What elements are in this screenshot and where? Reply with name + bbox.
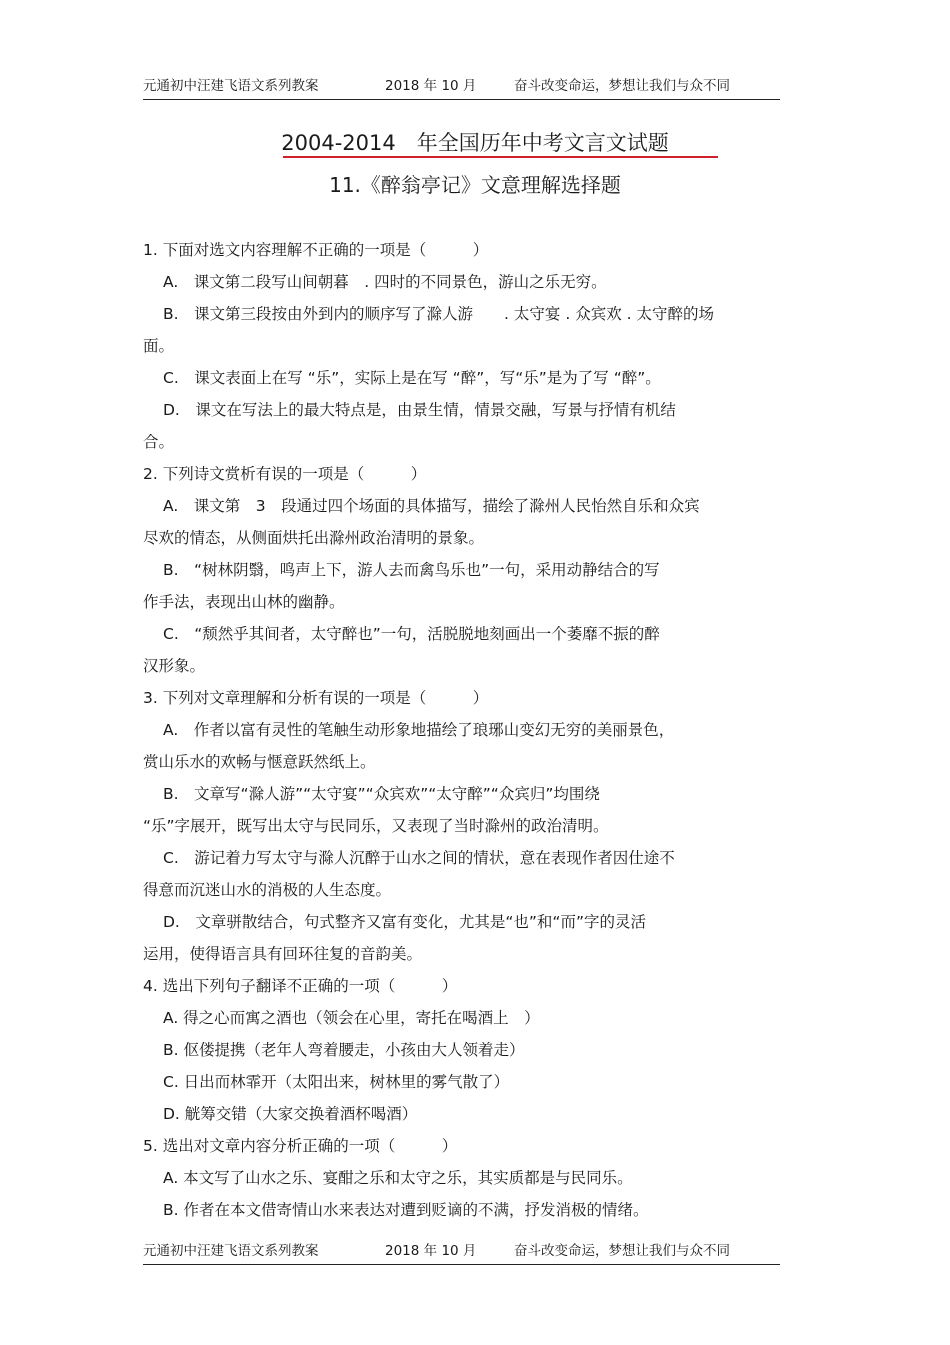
question-3-option-b-cont: “乐”字展开，既写出太守与民同乐，又表现了当时滁州的政治清明。	[143, 817, 609, 835]
question-3-option-c-cont: 得意而沉迷山水的消极的人生态度。	[143, 881, 392, 899]
page-header	[143, 76, 780, 100]
question-3-option-b: B. 文章写“滁人游”“太守宴”“众宾欢”“太守醉”“众宾归”均围绕	[163, 785, 600, 803]
question-2-option-a-cont: 尽欢的情态，从侧面烘托出滁州政治清明的景象。	[143, 529, 485, 547]
question-2-option-c: C. “颓然乎其间者，太守醉也”一句，活脱脱地刻画出一个萎靡不振的醉	[163, 625, 660, 643]
page-footer	[143, 1241, 780, 1265]
header-right-text: 奋斗改变命运，梦想让我们与众不同	[514, 78, 730, 94]
document-subtitle: 11.《醉翁亭记》文意理解选择题	[329, 173, 621, 197]
question-2-option-a: A. 课文第 3 段通过四个场面的具体描写，描绘了滁州人民怡然自乐和众宾	[163, 497, 700, 515]
question-3-option-a: A. 作者以富有灵性的笔触生动形象地描绘了琅琊山变幻无穷的美丽景色，	[163, 721, 675, 739]
question-1-option-c: C. 课文表面上在写 “乐”，实际上是在写 “醉”，写“乐”是为了写 “醉”。	[163, 369, 661, 387]
question-2-stem: 2. 下列诗文赏析有误的一项是（ ）	[143, 465, 427, 483]
question-5-option-b: B. 作者在本文借寄情山水来表达对遭到贬谪的不满，抒发消极的情绪。	[163, 1201, 649, 1219]
header-date: 2018 年 10 月	[385, 78, 477, 94]
question-3-option-d-cont: 运用，使得语言具有回环往复的音韵美。	[143, 945, 423, 963]
footer-rule	[143, 1264, 780, 1265]
header-rule	[143, 99, 780, 100]
footer-left-text: 元通初中汪建飞语文系列教案	[143, 1243, 319, 1259]
question-1-stem: 1. 下面对选文内容理解不正确的一项是（ ）	[143, 241, 489, 259]
question-2-option-b-cont: 作手法，表现出山林的幽静。	[143, 593, 345, 611]
question-3-stem: 3. 下列对文章理解和分析有误的一项是（ ）	[143, 689, 489, 707]
question-1-option-a: A. 课文第二段写山间朝暮 . 四时的不同景色，游山之乐无穷。	[163, 273, 607, 291]
question-1-option-d-cont: 合。	[143, 433, 175, 451]
question-5-option-a: A. 本文写了山水之乐、宴酣之乐和太守之乐，其实质都是与民同乐。	[163, 1169, 633, 1187]
question-3-option-a-cont: 赏山乐水的欢畅与惬意跃然纸上。	[143, 753, 376, 771]
question-2-option-b: B. “树林阴翳，鸣声上下，游人去而禽鸟乐也”一句，采用动静结合的写	[163, 561, 660, 579]
document-title: 2004-2014 年全国历年中考文言文试题	[281, 131, 669, 155]
question-5-stem: 5. 选出对文章内容分析正确的一项（ ）	[143, 1137, 458, 1155]
footer-right-text: 奋斗改变命运，梦想让我们与众不同	[514, 1243, 730, 1259]
header-left-text: 元通初中汪建飞语文系列教案	[143, 78, 319, 94]
question-4-option-d: D. 觥筹交错（大家交换着酒杯喝酒）	[163, 1105, 418, 1123]
question-1-option-b: B. 课文第三段按由外到内的顺序写了滁人游 . 太守宴 . 众宾欢 . 太守醉的场	[163, 305, 714, 323]
question-4-stem: 4. 选出下列句子翻译不正确的一项（ ）	[143, 977, 458, 995]
question-4-option-a: A. 得之心而寓之酒也（领会在心里，寄托在喝酒上 ）	[163, 1009, 540, 1027]
title-underline	[283, 156, 718, 158]
question-1-option-b-cont: 面。	[143, 337, 175, 355]
question-4-option-b: B. 伛偻提携（老年人弯着腰走，小孩由大人领着走）	[163, 1041, 525, 1059]
footer-date: 2018 年 10 月	[385, 1243, 477, 1259]
question-3-option-d: D. 文章骈散结合，句式整齐又富有变化，尤其是“也”和“而”字的灵活	[163, 913, 646, 931]
question-1-option-d: D. 课文在写法上的最大特点是，由景生情，情景交融，写景与抒情有机结	[163, 401, 676, 419]
question-2-option-c-cont: 汉形象。	[143, 657, 206, 675]
question-4-option-c: C. 日出而林霏开（太阳出来，树林里的雾气散了）	[163, 1073, 510, 1091]
question-3-option-c: C. 游记着力写太守与滁人沉醉于山水之间的情状，意在表现作者因仕途不	[163, 849, 675, 867]
